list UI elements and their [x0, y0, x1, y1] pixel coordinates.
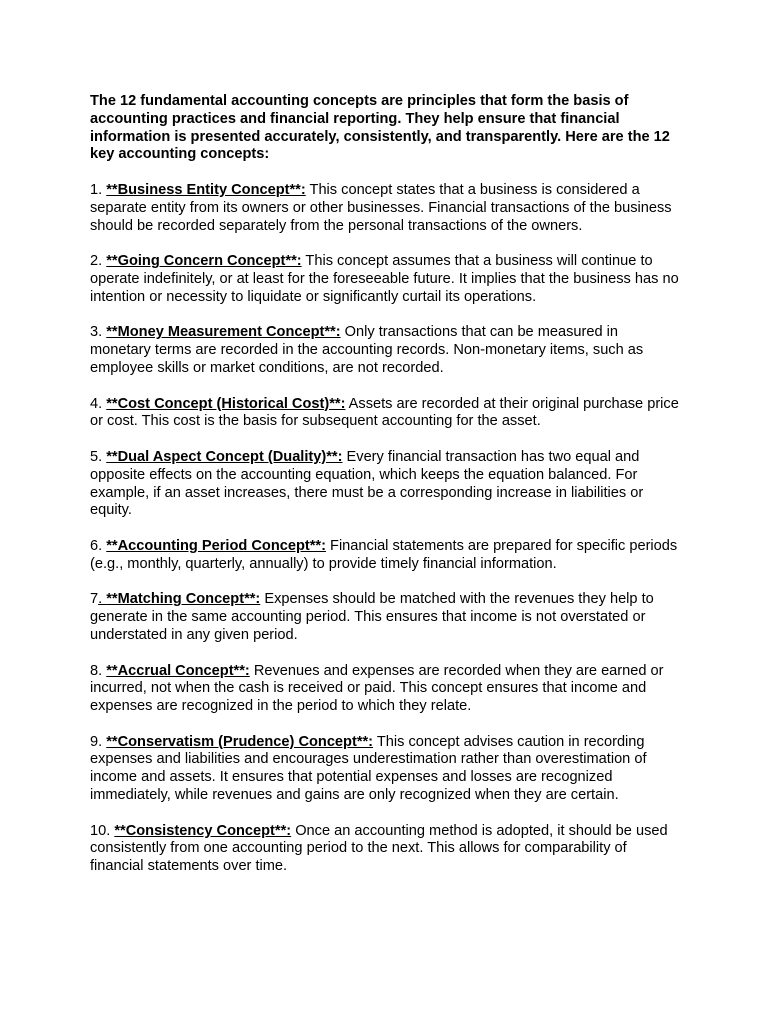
intro-paragraph: The 12 fundamental accounting concepts are principles that form the basis of accounting practices and financial reporting. They help ensure that financial information is presented accurately, consistently, and transparently. Here are the 12 key accounting concepts: — [90, 93, 670, 163]
concept-description: Expenses should be matched with the revenues they help to generate in the same accounting period. This ensures that income is not overstated or understated in any given period. — [90, 591, 654, 643]
concept-description: This concept assumes that a business will continue to operate indefinitely, or at least for the foreseeable future. It implies that the business has no intention or necessity to liquidate or significantly curtail its operations. — [90, 253, 679, 305]
item-number: 2. — [90, 253, 107, 270]
concept-title: **Going Concern Concept**: — [106, 253, 302, 270]
concept-title: **Cost Concept (Historical Cost)**: — [106, 395, 346, 412]
item-number: 7 — [90, 591, 99, 608]
item-number: 6. — [90, 537, 107, 554]
concept-item-1 — [90, 182, 680, 235]
item-number: 1. — [90, 181, 107, 198]
item-number: 4. — [90, 395, 107, 412]
concept-title: **Consistency Concept**: — [114, 822, 292, 839]
concept-description: Every financial transaction has two equal and opposite effects on the accounting equation, which keeps the equation balanced. For example, if an asset increases, there must be a corresponding increase in liabilities or equity. — [90, 448, 644, 519]
concept-item-3 — [90, 324, 680, 377]
concept-title: **Dual Aspect Concept (Duality)**: — [106, 448, 343, 465]
concept-description: Revenues and expenses are recorded when they are earned or incurred, not when the cash is received or paid. This concept ensures that income and expenses are recognized in the period to which they relate. — [90, 662, 664, 715]
concept-item-7 — [90, 591, 680, 644]
concept-title: **Business Entity Concept**: — [106, 181, 306, 198]
concept-title: **Money Measurement Concept**: — [106, 324, 341, 341]
item-number: 3. — [90, 324, 107, 341]
concept-item-9 — [90, 734, 680, 805]
concept-title: **Accrual Concept**: — [106, 662, 250, 679]
concept-title: **Accounting Period Concept**: — [106, 537, 326, 554]
item-number: 5. — [90, 448, 107, 465]
concept-item-10 — [90, 823, 680, 876]
item-number: 8. — [90, 662, 107, 679]
concept-description: This concept advises caution in recording expenses and liabilities and encourages underestimation rather than overestimation of income and assets. It ensures that potential expenses and losses are recognized immediately, while revenues and gains are only recognized when they are certain. — [90, 733, 647, 804]
item-number: 10. — [90, 822, 115, 839]
concept-item-8 — [90, 663, 680, 716]
item-number-separator: . — [98, 591, 107, 608]
concept-title: **Matching Concept**: — [106, 591, 261, 608]
concept-description: Once an accounting method is adopted, it should be used consistently from one accounting period to the next. This allows for comparability of financial statements over time. — [90, 822, 668, 875]
concept-item-2 — [90, 253, 680, 306]
concept-description: Only transactions that can be measured in monetary terms are recorded in the accounting records. Non-monetary items, such as employee skills or market conditions, are not recorded. — [90, 324, 644, 376]
concept-title: **Conservatism (Prudence) Concept**: — [106, 733, 374, 750]
concept-description: This concept states that a business is considered a separate entity from its owners or other businesses. Financial transactions of the business should be recorded separately from the personal transactions of the owners. — [90, 181, 672, 234]
document-page — [90, 93, 680, 894]
concept-description: Financial statements are prepared for specific periods (e.g., monthly, quarterly, annually) to provide timely financial information. — [90, 537, 678, 572]
item-number: 9. — [90, 733, 107, 750]
concept-item-5 — [90, 449, 680, 520]
concept-item-6 — [90, 538, 680, 574]
concept-description: Assets are recorded at their original purchase price or cost. This cost is the basis for subsequent accounting for the asset. — [90, 395, 679, 430]
concept-item-4 — [90, 396, 680, 432]
